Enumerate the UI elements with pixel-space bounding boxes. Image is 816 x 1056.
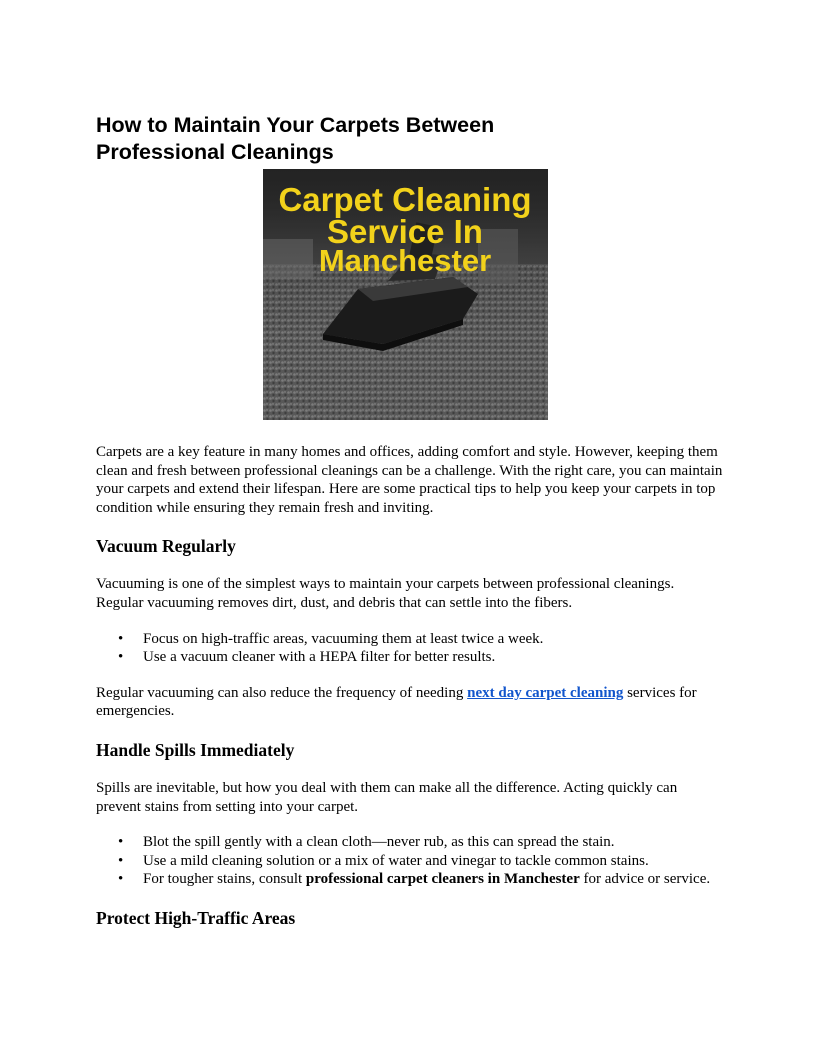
intro-paragraph: Carpets are a key feature in many homes and offices, adding comfort and style. However, keeping them clean and fresh between professional cleanings can be a challenge. With the right care, you can maintain your carpets and extend their lifespan. Here are some practical tips to help you keep your carpets in top condition while ensuring they remain fresh and inviting.: [96, 444, 723, 516]
list-item-text-before: For tougher stains, consult: [143, 871, 306, 888]
page-title: How to Maintain Your Carpets Between Professional Cleanings: [96, 113, 495, 164]
document-page: [96, 112, 724, 929]
list-item-text: Use a mild cleaning solution or a mix of water and vinegar to tackle common stains.: [143, 852, 649, 869]
section-body-spills: Spills are inevitable, but how you deal with them can make all the difference. Acting quickly can prevent stains from setting into your carpet.: [96, 779, 678, 815]
section-heading-vacuum: Vacuum Regularly: [96, 536, 236, 557]
list-item-text: Blot the spill gently with a clean cloth—never rub, as this can spread the stain.: [143, 834, 615, 851]
next-day-carpet-cleaning-link[interactable]: next day carpet cleaning: [467, 684, 624, 701]
hero-title-line3: Manchester: [318, 243, 492, 278]
list-item: [96, 648, 724, 667]
bullet-icon: •: [118, 834, 124, 851]
list-item-text-after: for advice or service.: [579, 871, 711, 888]
list-item: [96, 852, 724, 871]
list-item-text: [143, 871, 710, 887]
list-item-text: Focus on high-traffic areas, vacuuming them at least twice a week.: [143, 630, 544, 647]
note-text-before: Regular vacuuming can also reduce the frequency of needing: [96, 684, 468, 701]
bullet-list-vacuum: [96, 630, 724, 667]
section-heading-spills: Handle Spills Immediately: [96, 739, 295, 760]
section-body-vacuum: Vacuuming is one of the simplest ways to maintain your carpets between professional cleanings. Regular vacuuming removes dirt, dust, and debris that can settle into the fibers.: [96, 576, 675, 611]
hero-title-line2: Service In: [327, 213, 483, 250]
note-text-after: services for emergencies.: [96, 684, 697, 720]
bullet-list-spills: [96, 833, 724, 889]
section-note-vacuum: [96, 684, 724, 721]
professional-cleaners-bold: professional carpet cleaners in Manchester: [305, 871, 580, 888]
list-item: [96, 630, 724, 649]
list-item-text: Use a vacuum cleaner with a HEPA filter for better results.: [143, 649, 496, 666]
list-item: [96, 833, 724, 852]
list-item: [96, 870, 724, 889]
section-heading-protect: Protect High-Traffic Areas: [96, 907, 296, 928]
hero-title-line1: Carpet Cleaning: [278, 181, 532, 218]
hero-image: [263, 169, 548, 420]
bullet-icon: •: [118, 630, 124, 647]
bullet-icon: •: [118, 852, 124, 869]
bullet-icon: •: [118, 871, 124, 888]
bullet-icon: •: [118, 649, 124, 666]
